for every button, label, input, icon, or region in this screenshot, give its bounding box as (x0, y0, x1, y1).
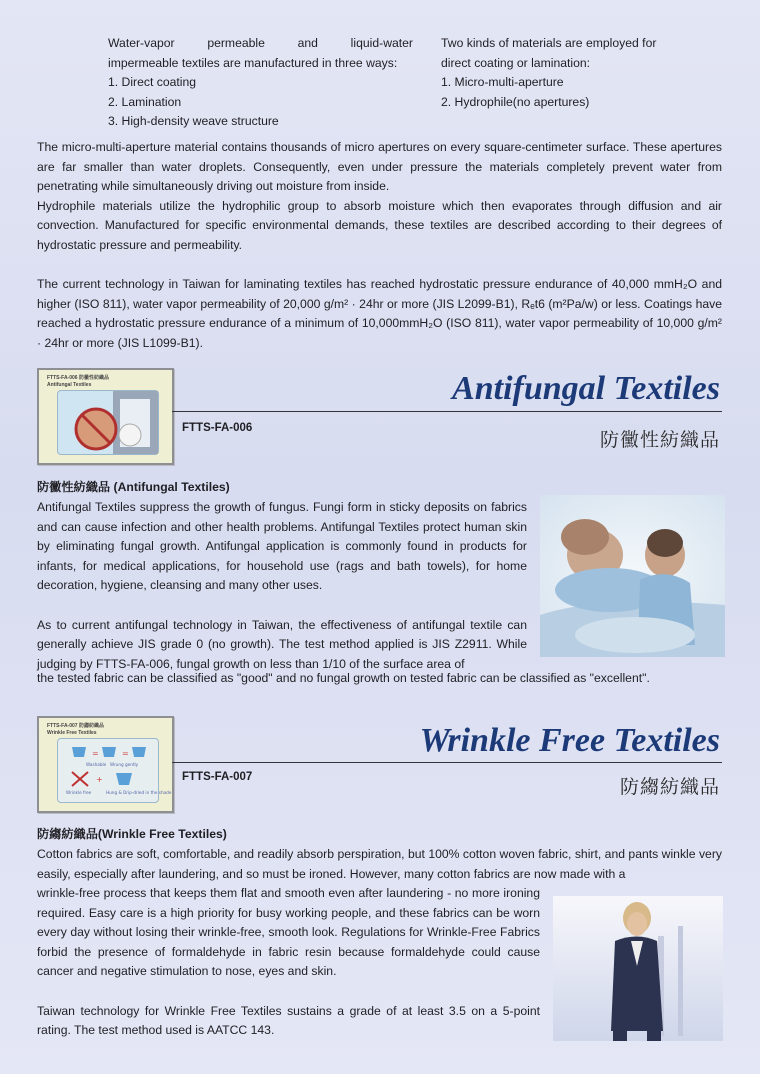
svg-text:Wrung gently: Wrung gently (110, 762, 139, 767)
intro-paragraph: The current technology in Taiwan for laminating textiles has reached hydrostatic pressure endurance of 40,000 mmH₂O and higher (ISO 811), water vapor permeability of 20,000 g/m² · 24hr or more (JIS L2099-B1), Rₑt6 (m²Pa/w) or less. Coatings have reached a hydrostatic pressure endurance of a minimum of 10,000mmH₂O (ISO 811), water vapor permeability of 10,000 g/m² · 24hr or more (JIS L1099-B1). (37, 277, 722, 350)
cert-label: FTTS-FA-007 防縐紡織品 Wrinkle Free Textiles (47, 723, 104, 736)
svg-text:Washable: Washable (86, 762, 107, 767)
wrinkle-paragraph: Taiwan technology for Wrinkle Free Textiles sustains a grade of at least 3.5 on a 5-point rating. The test method used is AATCC 143. (37, 1003, 540, 1038)
antifungal-certification-mark (37, 368, 174, 465)
antifungal-paragraph-end: the tested fabric can be classified as "good" and no fungal growth on tested fabric can be classified as "excellent". (37, 671, 650, 685)
intro-right-line: Two kinds of materials are employed for (441, 36, 657, 50)
intro-paragraph: The micro-multi-aperture material contains thousands of micro apertures on every square-centimeter surface. These apertures are far smaller than water droplets. Consequently, even under pressure the materials completely prevent water from penetrating while simultaneously driving out moisture from inside. (37, 140, 722, 194)
antifungal-heading: 防黴性紡織品 (Antifungal Textiles) (37, 480, 230, 494)
antifungal-divider (172, 411, 722, 412)
wrinkle-paragraph-top: Cotton fabrics are soft, comfortable, and readily absorb perspiration, but 100% cotton woven fabric, shirt, and pants winkle very easily, especially after laundering, and so must be ironed. However, many cotton fabrics are now made with a (37, 847, 722, 881)
svg-text:=: = (92, 749, 99, 758)
intro-left-line: impermeable textiles are manufactured in three ways: (108, 55, 398, 70)
intro-right-line: direct coating or lamination: (441, 55, 591, 70)
cert-label: FTTS-FA-006 防黴性紡織品 Antifungal Textiles (47, 375, 109, 388)
intro-right-line: 1. Micro-multi-aperture (441, 75, 564, 89)
wrinkle-divider (172, 762, 722, 763)
intro-left-column (108, 34, 413, 132)
svg-text:=: = (122, 749, 129, 758)
wrinkle-subtitle: 防縐紡織品 (619, 777, 720, 798)
svg-text:Wrinkle free: Wrinkle free (66, 790, 92, 795)
intro-right-column (441, 34, 701, 112)
svg-text:Hung & Drip-dried in the shade: Hung & Drip-dried in the shade (106, 790, 172, 795)
intro-paragraph: Hydrophile materials utilize the hydrophilic group to absorb moisture which then evaporates through diffusion and air convection. Manufactured for specific environmental demands, these textiles are described according to their degrees of hydrostatic pressure and permeability. (37, 198, 722, 252)
antifungal-paragraph: Antifungal Textiles suppress the growth of fungus. Fungi form in sticky deposits on fabrics and can cause infection and other health problems. Antifungal Textiles protect human skin by eliminating fungal growth. Antifungal application is commonly found in products for infants, for medical applications, for household use (rags and bath towels), for home decoration, hygiene, cleansing and many other uses. (37, 500, 527, 593)
antifungal-paragraph: As to current antifungal technology in Taiwan, the effectiveness of antifungal textile can generally achieve JIS grade 0 (no growth). The test method applied is JIS Z2911. While judging by FTTS-FA-006, fungal growth on less than 1/10 of the surface area of (37, 617, 527, 671)
bathing-women-photo (540, 495, 725, 657)
intro-left-line: 1. Direct coating (108, 75, 197, 89)
svg-text:+: + (96, 775, 103, 784)
wrinkle-certification-mark (37, 716, 174, 813)
intro-right-line: 2. Hydrophile(no apertures) (441, 94, 590, 109)
antifungal-subtitle: 防黴性紡織品 (599, 430, 720, 451)
antifungal-test-code: FTTS-FA-006 (182, 422, 253, 434)
wrinkle-heading: 防縐紡織品(Wrinkle Free Textiles) (37, 827, 227, 841)
wrinkle-paragraph: wrinkle-free process that keeps them flat and smooth even after laundering - no more ironing required. Easy care is a high priority for busy working people, and these fabrics can be worn every day without losing their wrinkle-free, smooth look. Regulations for Wrinkle-Free Fabrics forbid the presence of formaldehyde in fabric resin because formaldehyde could cause cancer and negative stimulation to nose, eyes and skin. (37, 886, 540, 979)
antifungal-body (37, 498, 527, 674)
businesswoman-phone-photo (553, 896, 723, 1041)
intro-left-line: 3. High-density weave structure (108, 114, 279, 128)
wrinkle-title: Wrinkle Free Textiles (419, 722, 720, 759)
intro-left-line: Water-vapor permeable and liquid-water (108, 36, 413, 50)
intro-left-line: 2. Lamination (108, 94, 182, 109)
wrinkle-body (37, 884, 540, 1041)
wrinkle-test-code: FTTS-FA-007 (182, 771, 253, 783)
no-mold-icon (57, 390, 159, 455)
antifungal-title: Antifungal Textiles (452, 370, 720, 407)
intro-body (37, 138, 722, 354)
care-symbols-icon (57, 738, 172, 803)
